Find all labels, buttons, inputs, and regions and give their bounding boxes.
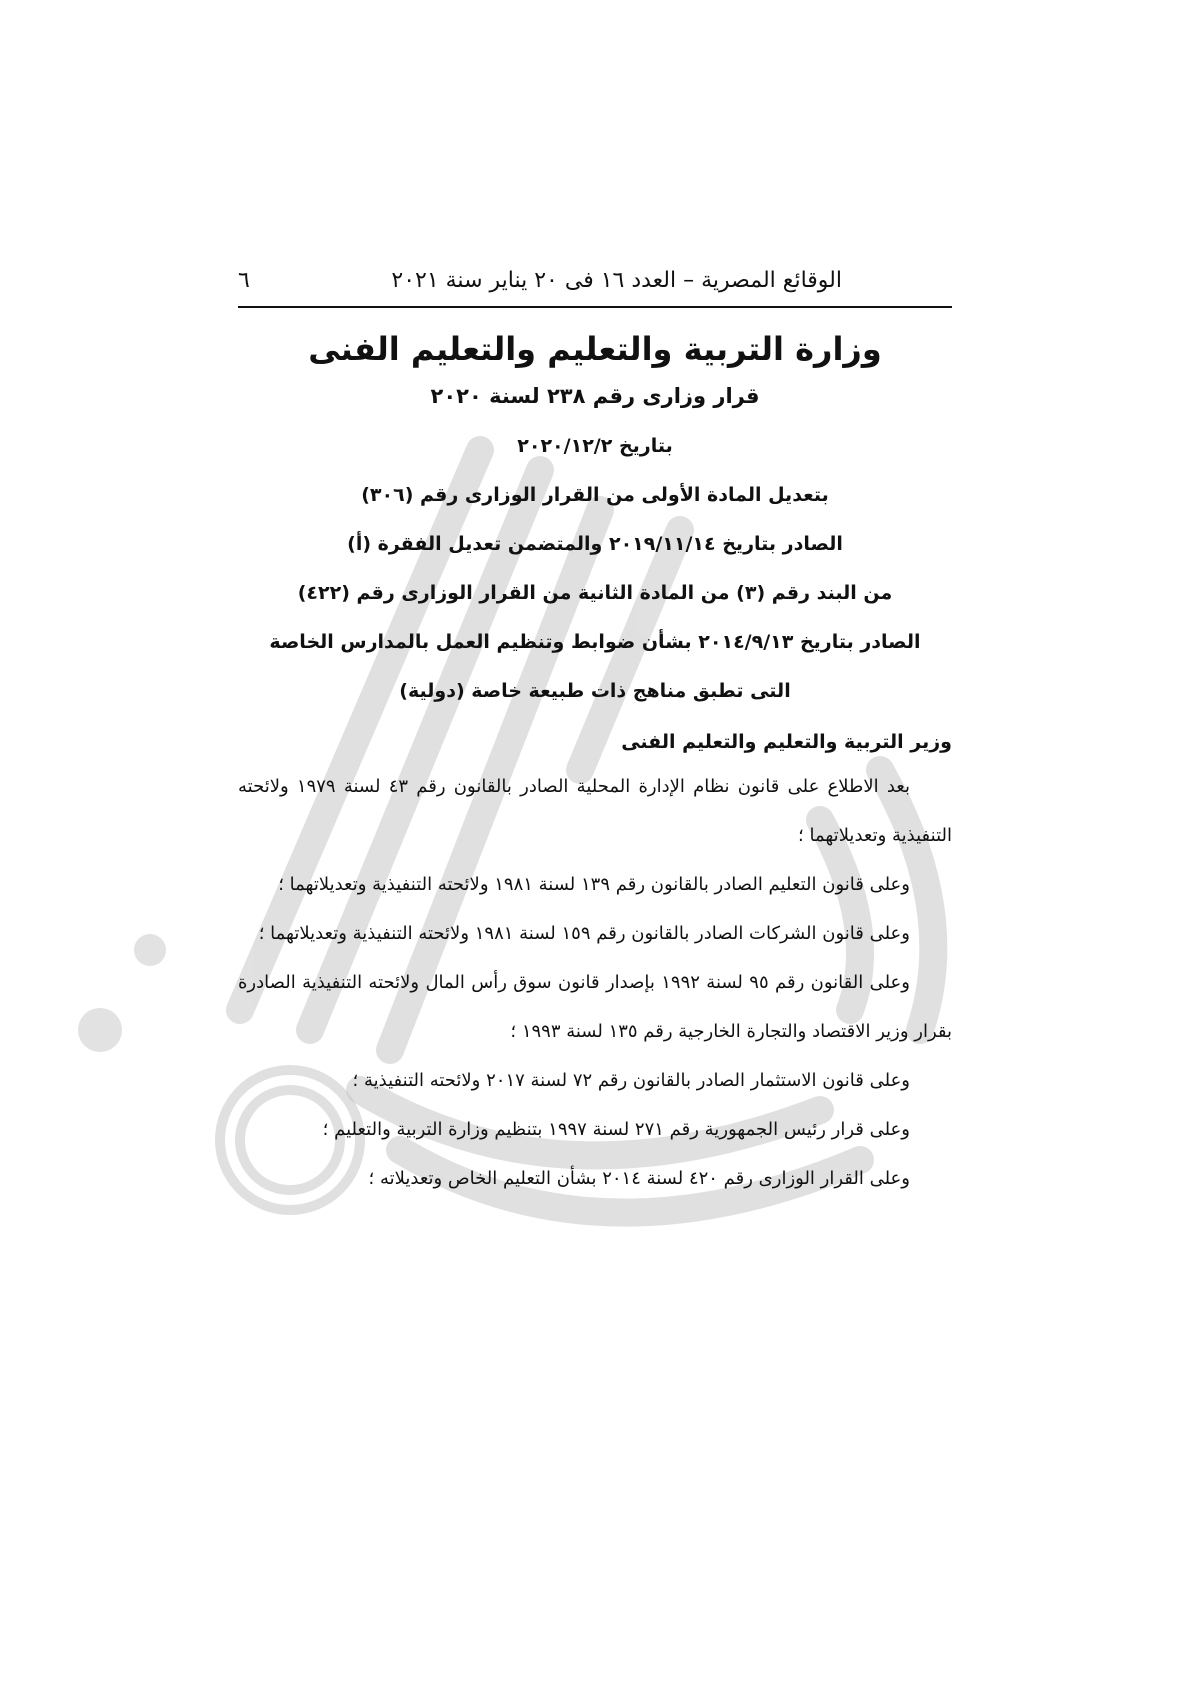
decree-title: قرار وزارى رقم ٢٣٨ لسنة ٢٠٢٠	[430, 384, 760, 408]
header-rule	[238, 306, 952, 308]
preamble-paragraph: وعلى القانون رقم ٩٥ لسنة ١٩٩٢ بإصدار قانون سوق رأس المال ولائحته التنفيذية الصادرة بقرار وزير الاقتصاد والتجارة الخارجية رقم ١٣٥ لسنة ١٩٩٣ ؛	[238, 972, 952, 1042]
running-title: الوقائع المصرية – العدد ١٦ فى ٢٠ يناير سنة ٢٠٢١	[391, 268, 842, 293]
preamble-paragraph: وعلى قانون التعليم الصادر بالقانون رقم ١٣٩ لسنة ١٩٨١ ولائحته التنفيذية وتعديلاتهما ؛	[278, 874, 910, 895]
minister-heading: وزير التربية والتعليم والتعليم الفنى	[621, 731, 952, 753]
preamble-paragraph: وعلى القرار الوزارى رقم ٤٢٠ لسنة ٢٠١٤ بشأن التعليم الخاص وتعديلاته ؛	[368, 1168, 910, 1189]
preamble-paragraph: وعلى قرار رئيس الجمهورية رقم ٢٧١ لسنة ١٩٩٧ بتنظيم وزارة التربية والتعليم ؛	[322, 1119, 910, 1140]
decree-subject-line: الصادر بتاريخ ٢٠١٩/١١/١٤ والمتضمن تعديل الفقرة (أ)	[347, 533, 843, 555]
gazette-page	[238, 268, 952, 1203]
decree-subject-line: التى تطبق مناهج ذات طبيعة خاصة (دولية)	[399, 680, 791, 702]
preamble-paragraph: وعلى قانون الاستثمار الصادر بالقانون رقم ٧٢ لسنة ٢٠١٧ ولائحته التنفيذية ؛	[352, 1070, 910, 1091]
preamble-paragraph: وعلى قانون الشركات الصادر بالقانون رقم ١٥٩ لسنة ١٩٨١ ولائحته التنفيذية وتعديلاتهما ؛	[258, 923, 910, 944]
ministry-title: وزارة التربية والتعليم والتعليم الفنى	[308, 330, 882, 368]
page-header	[238, 268, 952, 300]
decree-subject-line: بتعديل المادة الأولى من القرار الوزارى رقم (٣٠٦)	[361, 484, 829, 506]
decree-subject-line: من البند رقم (٣) من المادة الثانية من القرار الوزارى رقم (٤٢٢)	[297, 582, 893, 604]
decree-subject-line: الصادر بتاريخ ٢٠١٤/٩/١٣ بشأن ضوابط وتنظيم العمل بالمدارس الخاصة	[269, 631, 921, 653]
page-number: ٦	[238, 268, 250, 293]
preamble-paragraph: بعد الاطلاع على قانون نظام الإدارة المحلية الصادر بالقانون رقم ٤٣ لسنة ١٩٧٩ ولائحته التنفيذية وتعديلاتهما ؛	[238, 776, 952, 846]
decree-date: بتاريخ ٢٠٢٠/١٢/٢	[517, 435, 673, 457]
